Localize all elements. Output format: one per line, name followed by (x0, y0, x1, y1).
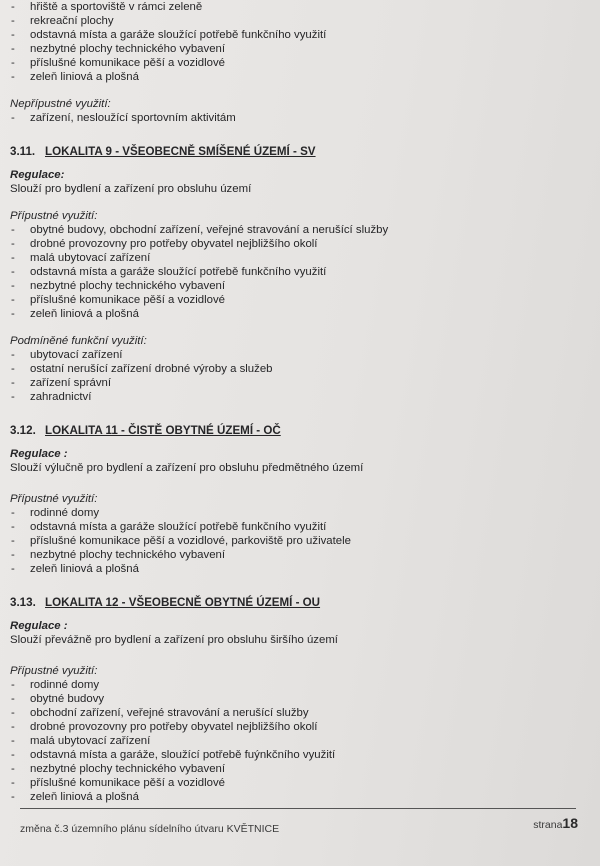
list-item: - zeleň liniová a plošná (11, 791, 139, 803)
section-heading-3-11: 3.11. LOKALITA 9 - VŠEOBECNĚ SMÍŠENÉ ÚZEMÍ - SV (10, 145, 316, 158)
list-item: - obchodní zařízení, veřejné stravování a nerušící služby (11, 707, 309, 719)
list-item: - rekreační plochy (11, 15, 114, 27)
list-item: - odstavná místa a garáže sloužící potřebě funkčního využití (11, 266, 327, 278)
list-item: - zeleň liniová a plošná (11, 308, 139, 320)
list-item: - příslušné komunikace pěší a vozidlové (11, 294, 226, 306)
list-item: - rodinné domy (11, 507, 100, 519)
podminene-label: Podmíněné funkční využití: (10, 335, 147, 347)
list-item: - příslušné komunikace pěší a vozidlové (11, 777, 226, 789)
list-item: - hřiště a sportoviště v rámci zeleně (11, 1, 203, 13)
list-item: - nezbytné plochy technického vybavení (11, 763, 226, 775)
pripustne-label: Přípustné využití: (10, 493, 98, 505)
list-item: - ostatní nerušící zařízení drobné výroby a služeb (11, 363, 273, 375)
regulace-text: Slouží převážně pro bydlení a zařízení pro obsluhu širšího území (10, 634, 338, 646)
page-number-value: 18 (562, 815, 578, 831)
regulace-label: Regulace : (10, 620, 68, 632)
list-item: - zeleň liniová a plošná (11, 563, 139, 575)
list-item: - malá ubytovací zařízení (11, 735, 151, 747)
list-item: - malá ubytovací zařízení (11, 252, 151, 264)
list-item: - rodinné domy (11, 679, 100, 691)
footer-document-title: změna č.3 územního plánu sídelního útvaru KVĚTNICE (20, 823, 280, 835)
document-content (10, 0, 590, 804)
page-label: strana (533, 819, 563, 831)
list-item: - zahradnictví (11, 391, 92, 403)
list-item: - zařízení, nesloužící sportovním aktivitám (11, 112, 236, 124)
pripustne-label: Přípustné využití: (10, 210, 98, 222)
page-number (533, 815, 578, 831)
list-item: - zeleň liniová a plošná (11, 71, 139, 83)
footer-divider (20, 808, 576, 809)
regulace-text: Slouží výlučně pro bydlení a zařízení pro obsluhu předmětného území (10, 462, 364, 474)
regulace-label: Regulace : (10, 448, 68, 460)
pripustne-label: Přípustné využití: (10, 665, 98, 677)
list-item: - ubytovací zařízení (11, 349, 123, 361)
list-item: - drobné provozovny pro potřeby obyvatel nejbližšího okolí (11, 238, 318, 250)
regulace-label: Regulace: (10, 169, 65, 181)
list-item: - obytné budovy, obchodní zařízení, veřejné stravování a nerušící služby (11, 224, 389, 236)
nepripustne-label: Nepřípustné využití: (10, 98, 111, 110)
list-item: - nezbytné plochy technického vybavení (11, 43, 226, 55)
list-item: - obytné budovy (11, 693, 105, 705)
list-item: - odstavná místa a garáže, sloužící potřebě fuýnkčního využití (11, 749, 336, 761)
top-list (10, 0, 590, 84)
list-item: - nezbytné plochy technického vybavení (11, 549, 226, 561)
list-item: - odstavná místa a garáže sloužící potřebě funkčního využití (11, 29, 327, 41)
list-item: - nezbytné plochy technického vybavení (11, 280, 226, 292)
list-item: - příslušné komunikace pěší a vozidlové (11, 57, 226, 69)
list-item: - odstavná místa a garáže sloužící potřebě funkčního využití (11, 521, 327, 533)
regulace-text: Slouží pro bydlení a zařízení pro obsluhu území (10, 183, 252, 195)
list-item: - příslušné komunikace pěší a vozidlové, parkoviště pro uživatele (11, 535, 352, 547)
list-item: - drobné provozovny pro potřeby obyvatel nejbližšího okolí (11, 721, 318, 733)
section-heading-3-12: 3.12. LOKALITA 11 - ČISTĚ OBYTNÉ ÚZEMÍ - OČ (10, 424, 281, 437)
list-item: - zařízení správní (11, 377, 112, 389)
section-heading-3-13: 3.13. LOKALITA 12 - VŠEOBECNĚ OBYTNÉ ÚZEMÍ - OU (10, 596, 321, 609)
